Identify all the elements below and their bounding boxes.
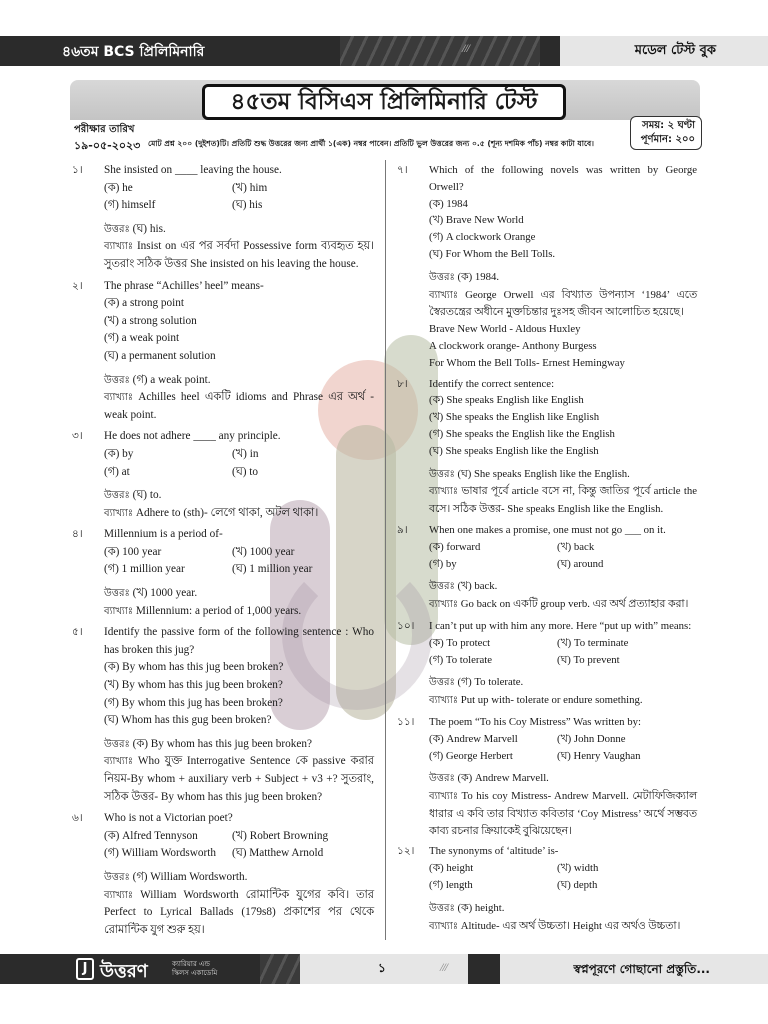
explanation xyxy=(104,389,374,424)
answer-line xyxy=(104,221,374,239)
answer-text: (ক) Andrew Marvell. xyxy=(457,772,549,785)
option-item: (ক) by xyxy=(104,447,134,460)
explanation-extra-line: A clockwork orange- Anthony Burgess xyxy=(429,339,597,352)
footer-slogan: স্বপ্নপূরণে গোছানো প্রস্তুতি... xyxy=(573,962,710,976)
explanation xyxy=(104,887,374,940)
option-item: (ঘ) a permanent solution xyxy=(104,349,216,362)
options-list xyxy=(429,392,697,459)
options-list xyxy=(104,544,374,579)
question-text: Millennium is a period of- xyxy=(104,528,223,541)
answer-label: উত্তরঃ xyxy=(429,677,455,689)
question-item xyxy=(72,810,374,939)
option-item: (ক) height xyxy=(429,862,474,875)
explanation-extra-line: For Whom the Bell Tolls- Ernest Hemingway xyxy=(429,356,625,369)
option-item: (গ) William Wordsworth xyxy=(104,847,217,860)
explanation-extra-line: Brave New World - Aldous Huxley xyxy=(429,323,581,336)
option-item: (গ) A clockwork Orange xyxy=(429,231,536,244)
answer-label: উত্তরঃ xyxy=(104,738,130,750)
answer-label: উত্তরঃ xyxy=(429,271,455,283)
page-number: ১ xyxy=(378,961,386,975)
option-item: (ক) By whom has this jug been broken? xyxy=(104,661,284,674)
question-number: ১। xyxy=(72,164,83,176)
question-number: ১২। xyxy=(397,845,415,858)
explanation-text: ভাষার পূর্বে article বসে না, কিন্তু জাতির পূর্বে article the বসে। সঠিক উত্তর- She speaks English like the English. xyxy=(429,485,698,516)
question-text: The poem “To his Coy Mistress” Was written by: xyxy=(429,715,641,728)
options-list xyxy=(429,196,697,263)
answer-line xyxy=(429,578,697,596)
options-list xyxy=(104,659,374,729)
left-column xyxy=(72,162,374,943)
question-item xyxy=(72,278,374,425)
question-text: Which of the following novels was written by George Orwell? xyxy=(429,164,697,193)
header-exam-name: ৪৬তম BCS প্রিলিমিনারি xyxy=(62,44,205,60)
answer-line xyxy=(104,585,374,603)
column-divider xyxy=(385,160,386,940)
option-item: (গ) She speaks the English like the English xyxy=(429,427,615,440)
brand-logo-icon: J xyxy=(76,958,94,980)
question-item xyxy=(397,162,697,372)
explanation-text: To his coy Mistress- Andrew Marvell. মেটাফিজিক্যাল ধারার এ কবি তার বিখ্যাত কবিতার ‘Coy Mistress’ অর্থে সম্ভবত কাব্য রচনার ক্রিয়াকেই বুঝিয়েছেন। xyxy=(429,790,698,837)
answer-label: উত্তরঃ xyxy=(104,374,130,386)
time-marks-box xyxy=(630,116,702,150)
full-marks: পূর্ণমান: ২০০ xyxy=(640,134,695,145)
page-header xyxy=(0,36,768,66)
options-list xyxy=(104,295,374,365)
option-item: (ঘ) around xyxy=(557,557,604,570)
option-item: (ক) 1984 xyxy=(429,197,468,210)
exam-date-label: পরীক্ষার তারিখ xyxy=(74,124,135,135)
answer-text: (ঘ) his. xyxy=(132,222,166,235)
question-number: ৬। xyxy=(72,812,83,825)
test-title: ৪৫তম বিসিএস প্রিলিমিনারি টেস্ট xyxy=(202,84,566,120)
header-stripes xyxy=(340,36,540,66)
option-item: (গ) 1 million year xyxy=(104,563,185,576)
instructions: মোট প্রশ্ন ২০০ (দুইশত)টি। প্রতিটি শুদ্ধ উত্তরের জন্য প্রার্থী ১(এক) নম্বর পাবেন। প্রতিটি ভুল উত্তরের জন্য ০.৫ (শূন্য দশমিক পাঁচ) নম্বর কাটা যাবে। xyxy=(148,139,594,148)
question-text: The phrase “Achilles’ heel” means- xyxy=(104,279,264,292)
options-list xyxy=(429,635,697,669)
option-item: (ক) a strong point xyxy=(104,297,185,310)
answer-line xyxy=(104,372,374,390)
option-item: (খ) width xyxy=(557,862,599,875)
brand-name: উত্তরণ xyxy=(100,961,148,982)
option-item: (ঘ) To prevent xyxy=(557,653,620,666)
explanation-label: ব্যাখ্যাঃ xyxy=(429,486,459,498)
answer-text: (ক) 1984. xyxy=(457,270,500,283)
option-item: (খ) back xyxy=(557,540,595,553)
page-footer xyxy=(0,954,768,984)
explanation xyxy=(429,596,697,614)
answer-text: (ঘ) to. xyxy=(132,489,162,502)
question-item xyxy=(397,618,697,710)
answer-line xyxy=(429,900,697,918)
option-item: (ঘ) Whom has this gug been broken? xyxy=(104,714,272,727)
footer-marks: /// xyxy=(440,960,448,974)
explanation-text: George Orwell এর বিখ্যাত উপন্যাস ‘1984’ এতে স্বৈরতন্ত্রের অধীনে মুক্তচিন্তার দুঃসহ জীবন আলোচিত হয়েছে। xyxy=(429,288,698,319)
question-gap xyxy=(72,939,374,943)
explanation-text: William Wordsworth রোমান্টিক যুগের কবি। তার Perfect to Lyrical Ballads (179s8) প্রকাশের পর থেকে রোমান্টিক যুগ শুরু হয়। xyxy=(104,888,374,936)
question-text: Identify the correct sentence: xyxy=(429,377,555,390)
options-list xyxy=(104,828,374,863)
question-item xyxy=(72,428,374,522)
option-item: (ক) he xyxy=(104,181,133,194)
option-item: (গ) at xyxy=(104,465,130,478)
explanation xyxy=(104,603,374,621)
option-item: (ক) 100 year xyxy=(104,545,162,558)
explanation-label: ব্যাখ্যাঃ xyxy=(429,791,459,803)
option-item: (খ) a strong solution xyxy=(104,314,197,327)
question-text: Who is not a Victorian poet? xyxy=(104,812,233,825)
option-item: (গ) by xyxy=(429,557,457,570)
option-item: (ঘ) to xyxy=(232,465,259,478)
answer-label: উত্তরঃ xyxy=(429,773,455,785)
answer-label: উত্তরঃ xyxy=(429,902,455,914)
question-item xyxy=(72,624,374,806)
option-item: (ঘ) depth xyxy=(557,879,598,892)
explanation xyxy=(429,788,697,839)
answer-label: উত্তরঃ xyxy=(429,468,455,480)
answer-text: (গ) William Wordsworth. xyxy=(132,870,248,883)
answer-line xyxy=(429,466,697,484)
question-item xyxy=(72,162,374,274)
answer-label: উত্তরঃ xyxy=(104,588,130,600)
explanation-text: Go back on একটি group verb. এর অর্থ প্রত্যাহার করা। xyxy=(460,598,689,611)
explanation xyxy=(104,753,374,806)
question-number: ১১। xyxy=(397,715,415,728)
explanation xyxy=(429,483,697,518)
question-item xyxy=(72,526,374,620)
explanation-text: Insist on এর পর সর্বদা Possessive form ব্যবহৃত হয়। সুতরাং সঠিক উত্তর She insisted on his leaving the house. xyxy=(104,240,375,270)
explanation-text: Adhere to (sth)- লেগে থাকা, অটল থাকা। xyxy=(135,506,319,519)
option-item: (গ) George Herbert xyxy=(429,749,513,762)
question-text: Identify the passive form of the following sentence : Who has broken this jug? xyxy=(104,626,374,656)
option-item: (ঘ) his xyxy=(232,199,263,212)
question-number: ৩। xyxy=(72,430,83,443)
explanation-text: Altitude- এর অর্থ উচ্চতা। Height এর অর্থও উচ্চতা। xyxy=(460,919,681,932)
option-item: (ক) She speaks English like English xyxy=(429,394,584,407)
option-item: (গ) himself xyxy=(104,199,156,212)
footer-right-panel xyxy=(500,954,768,984)
brand-tagline xyxy=(172,960,217,978)
question-text: The synonyms of ‘altitude’ is- xyxy=(429,845,559,858)
option-item: (খ) To terminate xyxy=(557,636,629,649)
answer-label: উত্তরঃ xyxy=(104,223,130,235)
answer-text: (ক) By whom has this jug been broken? xyxy=(132,737,312,750)
option-item: (গ) length xyxy=(429,879,473,892)
explanation-label: ব্যাখ্যাঃ xyxy=(429,599,459,611)
answer-line xyxy=(429,674,697,692)
answer-text: (গ) a weak point. xyxy=(132,373,211,386)
option-item: (ক) Alfred Tennyson xyxy=(104,829,198,842)
option-item: (ঘ) 1 million year xyxy=(232,563,313,576)
answer-label: উত্তরঃ xyxy=(104,490,130,502)
answer-label: উত্তরঃ xyxy=(429,581,455,593)
question-number: ২। xyxy=(72,279,83,292)
header-right-panel xyxy=(560,36,768,66)
option-item: (ক) To protect xyxy=(429,636,491,649)
question-text: I can’t put up with him any more. Here “put up with” means: xyxy=(429,619,692,632)
options-list xyxy=(104,180,374,215)
explanation-text: Achilles heel একটি idioms and Phrase এর অর্থ -weak point. xyxy=(104,391,374,421)
option-item: (খ) Brave New World xyxy=(429,214,524,227)
question-text: When one makes a promise, one must not go ___ on it. xyxy=(429,523,666,536)
question-text: He does not adhere ____ any principle. xyxy=(104,430,281,443)
options-list xyxy=(104,446,374,481)
explanation-text: Put up with- tolerate or endure something. xyxy=(460,694,643,707)
brand-tagline-1: ক্যারিয়ার এন্ড xyxy=(172,960,210,968)
options-list xyxy=(429,731,697,765)
explanation-text: Millennium: a period of 1,000 years. xyxy=(135,604,302,617)
option-item: (ঘ) Henry Vaughan xyxy=(557,749,641,762)
question-number: ৯। xyxy=(397,523,408,536)
explanation-label: ব্যাখ্যাঃ xyxy=(104,889,134,901)
option-item: (খ) John Donne xyxy=(557,732,626,745)
option-item: (গ) By whom this jug has been broken? xyxy=(104,696,283,709)
question-text: She insisted on ____ leaving the house. xyxy=(104,164,282,176)
explanation-label: ব্যাখ্যাঃ xyxy=(429,920,459,932)
exam-time: সময়: ২ ঘণ্টা xyxy=(642,120,695,131)
option-item: (খ) 1000 year xyxy=(232,545,295,558)
explanation xyxy=(429,287,697,322)
option-item: (ঘ) She speaks English like the English xyxy=(429,444,599,457)
answer-line xyxy=(104,736,374,754)
option-item: (খ) She speaks the English like English xyxy=(429,411,600,424)
answer-line xyxy=(104,487,374,505)
question-number: ৭। xyxy=(397,164,408,176)
explanation-label: ব্যাখ্যাঃ xyxy=(104,392,134,404)
option-item: (খ) him xyxy=(232,181,268,194)
question-item xyxy=(397,714,697,840)
answer-text: (খ) back. xyxy=(457,580,498,593)
explanation xyxy=(429,692,697,710)
exam-date: ১৯-০৫-২০২৩ xyxy=(74,139,141,152)
options-list xyxy=(429,539,697,573)
option-item: (ক) Andrew Marvell xyxy=(429,732,518,745)
question-number: ১০। xyxy=(397,619,415,632)
answer-line xyxy=(104,869,374,887)
explanation-label: ব্যাখ্যাঃ xyxy=(429,695,459,707)
header-marks: /// xyxy=(462,41,470,55)
option-item: (ঘ) Matthew Arnold xyxy=(232,847,324,860)
answer-text: (ক) height. xyxy=(457,901,505,914)
explanation-label: ব্যাখ্যাঃ xyxy=(104,605,134,617)
option-item: (ক) forward xyxy=(429,540,481,553)
option-item: (গ) To tolerate xyxy=(429,653,493,666)
question-item xyxy=(397,522,697,614)
option-item: (খ) By whom has this jug been broken? xyxy=(104,679,283,692)
option-item: (খ) in xyxy=(232,447,259,460)
option-item: (গ) a weak point xyxy=(104,332,180,345)
explanation-text: Who যুক্ত Interrogative Sentence কে passive করার নিয়ম-By whom + auxiliary verb + Subject + v3 +? সুতরাং, সঠিক উত্তর- By whom has this jug been broken? xyxy=(104,755,374,803)
explanation xyxy=(104,505,374,523)
option-item: (খ) Robert Browning xyxy=(232,829,329,842)
answer-line xyxy=(429,770,697,788)
answer-label: উত্তরঃ xyxy=(104,871,130,883)
answer-text: (ঘ) She speaks English like the English. xyxy=(457,467,630,480)
explanation-label: ব্যাখ্যাঃ xyxy=(104,507,134,519)
header-book-name: মডেল টেস্ট বুক xyxy=(634,43,716,58)
answer-line xyxy=(429,269,697,287)
answer-text: (গ) To tolerate. xyxy=(457,676,524,689)
brand-tagline-2: স্কিলস একাডেমি xyxy=(172,969,218,977)
question-number: ৫। xyxy=(72,626,83,639)
explanation-label: ব্যাখ্যাঃ xyxy=(104,756,134,768)
explanation xyxy=(429,918,697,936)
explanation-label: ব্যাখ্যাঃ xyxy=(429,289,459,301)
question-item xyxy=(397,843,697,935)
explanation-label: ব্যাখ্যাঃ xyxy=(104,241,134,253)
explanation xyxy=(104,238,374,273)
question-item xyxy=(397,376,697,518)
question-number: ৪। xyxy=(72,528,83,541)
option-item: (ঘ) For Whom the Bell Tolls. xyxy=(429,247,556,260)
right-column xyxy=(397,162,697,939)
options-list xyxy=(429,860,697,894)
answer-text: (খ) 1000 year. xyxy=(132,587,198,600)
question-number: ৮। xyxy=(397,377,408,390)
question-gap xyxy=(397,935,697,939)
